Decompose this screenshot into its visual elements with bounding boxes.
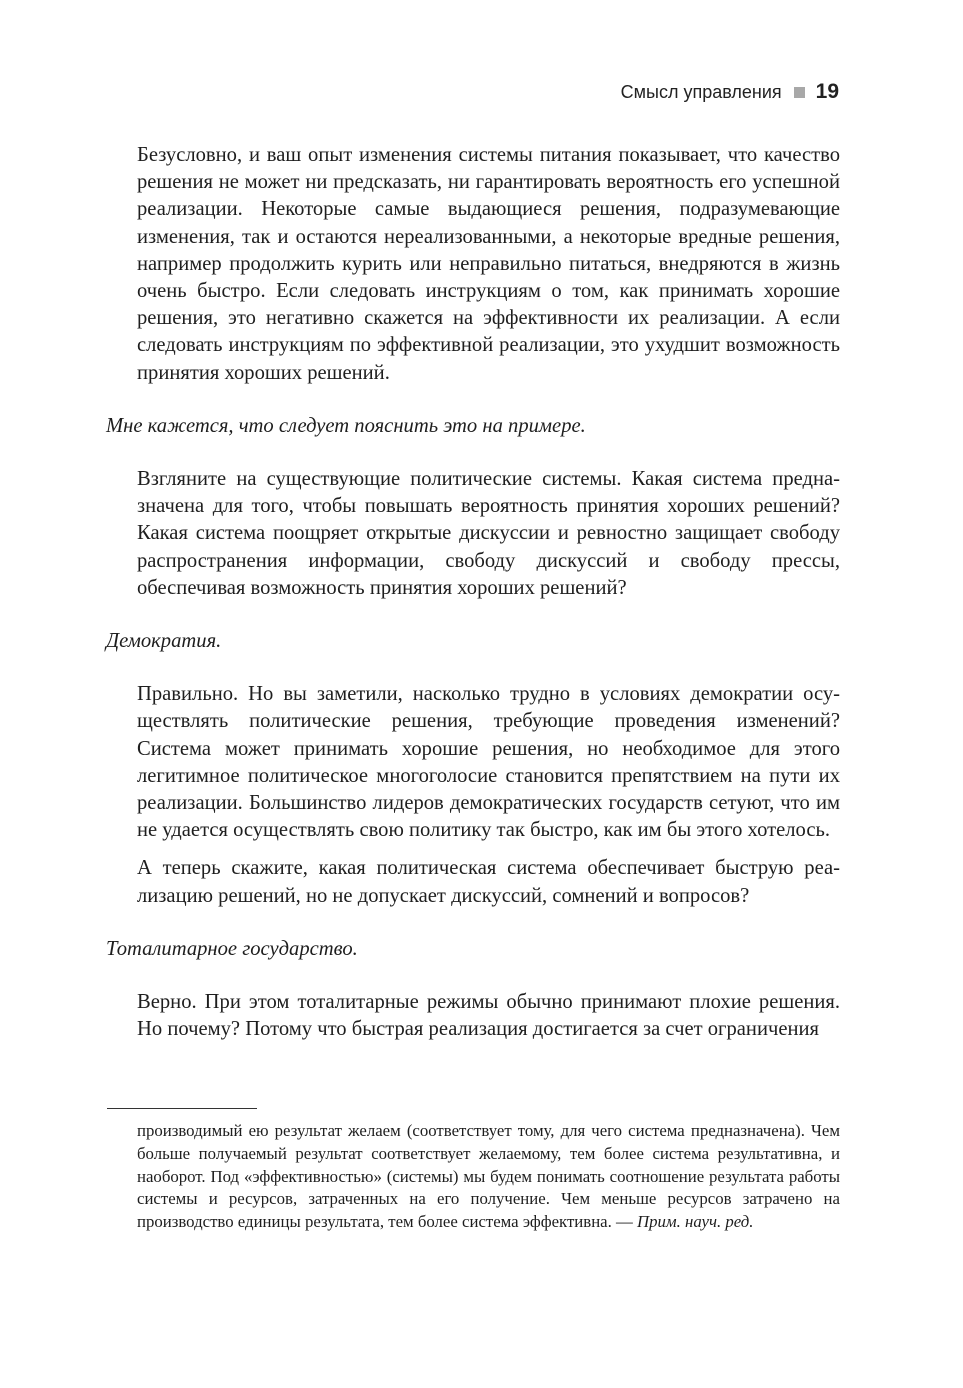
page-number: 19 (815, 80, 839, 103)
chapter-title: Смысл управления (620, 81, 782, 102)
question-line-2: Демократия. (106, 630, 222, 653)
footnote-text: производимый ею результат желаем (соответствует тому, для чего система предназначена). Чем больше получаемый результат соответствует желаемому, тем более система результативна, и наоборот. Под «эффективностью» (системы) мы будем понимать соотношение результата работы системы и ресурсов, затраченных на его получение. Чем меньше ресурсов затрачено на производство единицы результата, тем более система эффективна. — (137, 1121, 840, 1232)
answer-paragraph-3: Правильно. Но вы заметили, насколько трудно в условиях демократии осуществлять политические решения, требующие проведения изменений? Система может принимать хорошие решения, но необходимое для этого легитимное политическое многоголосие становится препятствием на пути их реализации. Большинство лидеров демократических государств сетуют, что им не удается осуществлять свою политику так быстро, как им бы этого хотелось. (137, 683, 840, 842)
running-header (621, 80, 839, 104)
answer-paragraph-2: Взгляните на существующие политические системы. Какая система предназначена для того, чтобы повышать вероятность принятия хороших решений? Какая система поощряет открытые дискуссии и ревностно защищает свободу распространения информации, свободу дискуссий и свободу прессы, обеспечивая возможность принятия хороших решений? (137, 468, 840, 599)
main-text (0, 142, 963, 1043)
answer-paragraph-4: А теперь скажите, какая политическая система обеспечивает быструю реализацию решений, но не допускает дискуссий, сомнений и вопросов? (137, 857, 840, 907)
question-line-3: Тоталитарное государство. (106, 937, 358, 960)
footnote (137, 1120, 840, 1234)
answer-paragraph-1: Безусловно, и ваш опыт изменения системы питания показывает, что качество решения не может ни предсказать, ни гарантировать вероятность его успешной реализации. Некоторые самые выдающиеся решения, подразумевающие изменения, так и остаются нереализованными, а некоторые вредные решения, например продолжить курить или неправильно питаться, внедряются в жизнь очень быстро. Если следовать инструкциям о том, как принимать хорошие решения, это негативно скажется на эффективности их реализации. А если следовать инструкциям по эффективной реализации, это ухудшит возможность принятия хороших решений. (137, 144, 840, 384)
square-icon (794, 87, 805, 98)
answer-paragraph-5: Верно. При этом тоталитарные режимы обычно принимают плохие решения. Но почему? Потому что быстрая реализация достигается за счет ограничения (137, 991, 840, 1041)
editor-note-sign: Прим. науч. ред. (637, 1212, 754, 1232)
footnote-divider (107, 1108, 257, 1109)
question-line-1: Мне кажется, что следует пояснить это на примере. (106, 414, 586, 437)
